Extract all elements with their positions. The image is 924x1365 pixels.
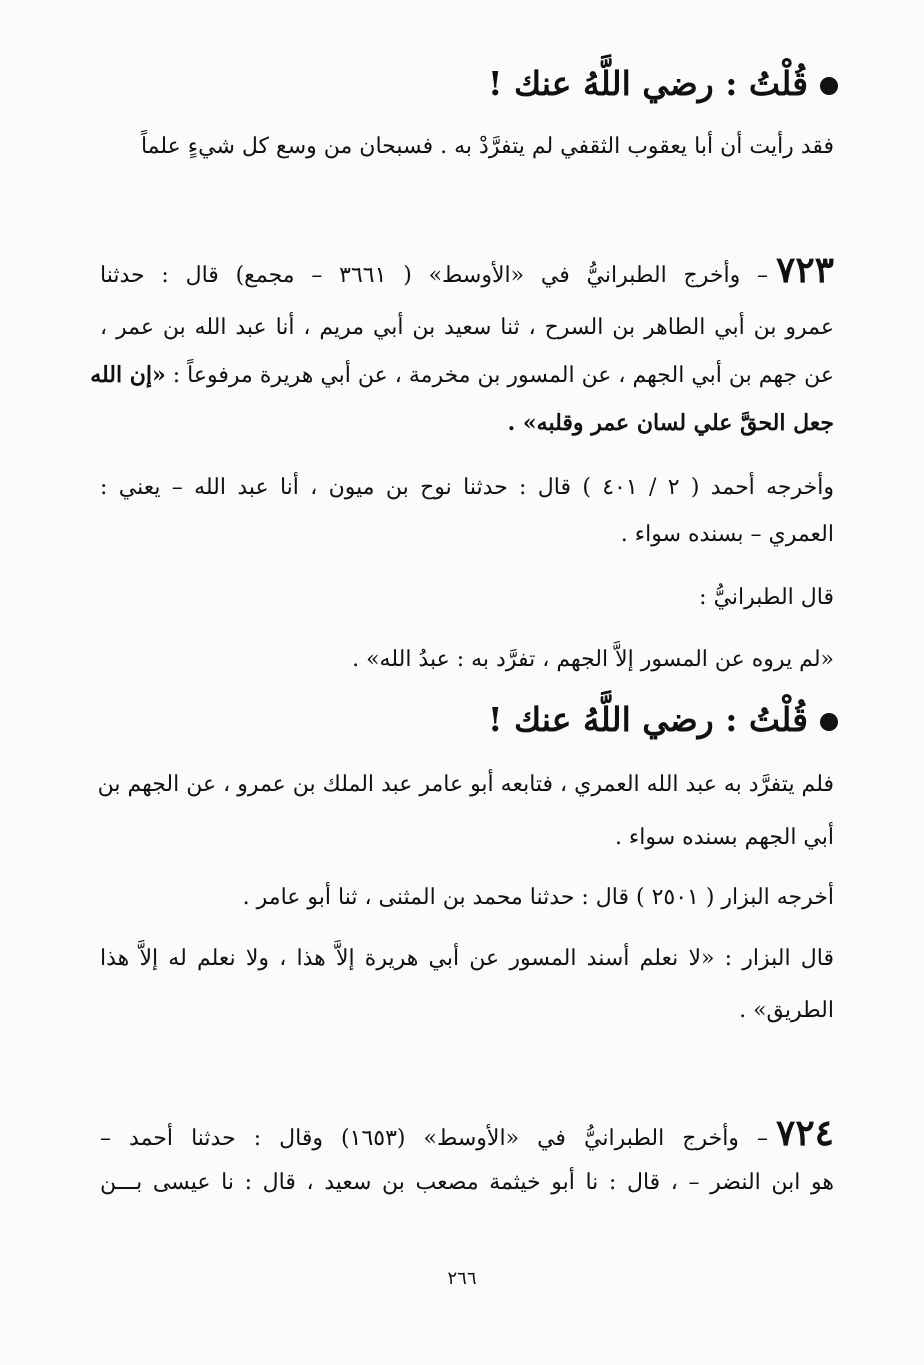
hadith-723-line-2: عمرو بن أبي الطاهر بن السرح ، ثنا سعيد بن أبي مريم ، أنا عبد الله بن عمر ، [100,315,834,340]
hadith-number: ٧٢٣ [775,249,834,291]
bullet-icon [820,713,838,731]
hadith-723-line-6: العمري – بسنده سواء . [620,522,834,547]
hadith-723-line-5: وأخرجه أحمد ( ٢ / ٤٠١ ) قال : حدثنا نوح بن ميون ، أنا عبد الله – يعني : [100,475,834,500]
hadith-724-line-1: ٧٢٤– وأخرج الطبرانيُّ في «الأوسط» (١٦٥٣) وقال : حدثنا أحمد – [100,1112,834,1154]
para-line-1: فلم يتفرَّد به عبد الله العمري ، فتابعه أبو عامر عبد الملك بن عمرو ، عن الجهم بن [97,772,834,797]
hadith-723-line-8: «لم يروه عن المسور إلاَّ الجهم ، تفرَّد به : عبدُ الله» . [352,647,834,672]
bullet-icon [820,77,838,95]
heading-qultu-1: قُلْتُ : رضي اللَّهُ عنك ! [300,62,838,106]
hadith-723-line-4: جعل الحقَّ علي لسان عمر وقلبه» . [507,410,834,436]
page-number: ٢٦٦ [447,1268,477,1289]
hadith-number: ٧٢٤ [775,1112,834,1154]
para-line-4: قال البزار : «لا نعلم أسند المسور عن أبي هريرة إلاَّ هذا ، ولا نعلم له إلاَّ هذا [100,946,834,971]
para-line-5: الطريق» . [739,998,834,1023]
hadith-724-line-2: هو ابن النضر – ، قال : نا أبو خيثمة مصعب بن سعيد ، قال : نا عيسى بـــن [100,1170,834,1195]
text-line: فقد رأيت أن أبا يعقوب الثقفي لم يتفرَّدْ به . فسبحان من وسع كل شيءٍ علماً [140,134,834,159]
para-line-3: أخرجه البزار ( ٢٥٠١ ) قال : حدثنا محمد بن المثنى ، ثنا أبو عامر . [242,885,834,910]
hadith-723-line-1: ٧٢٣– وأخرج الطبرانيُّ في «الأوسط» ( ٣٦٦١ – مجمع) قال : حدثنا [100,249,834,291]
hadith-723-line-3: عن جهم بن أبي الجهم ، عن المسور بن مخرمة ، عن أبي هريرة مرفوعاً : «إن الله [90,362,834,388]
heading-qultu-2: قُلْتُ : رضي اللَّهُ عنك ! [300,698,838,742]
para-line-2: أبي الجهم بسنده سواء . [614,825,834,850]
hadith-723-line-7: قال الطبرانيُّ : [699,585,834,610]
